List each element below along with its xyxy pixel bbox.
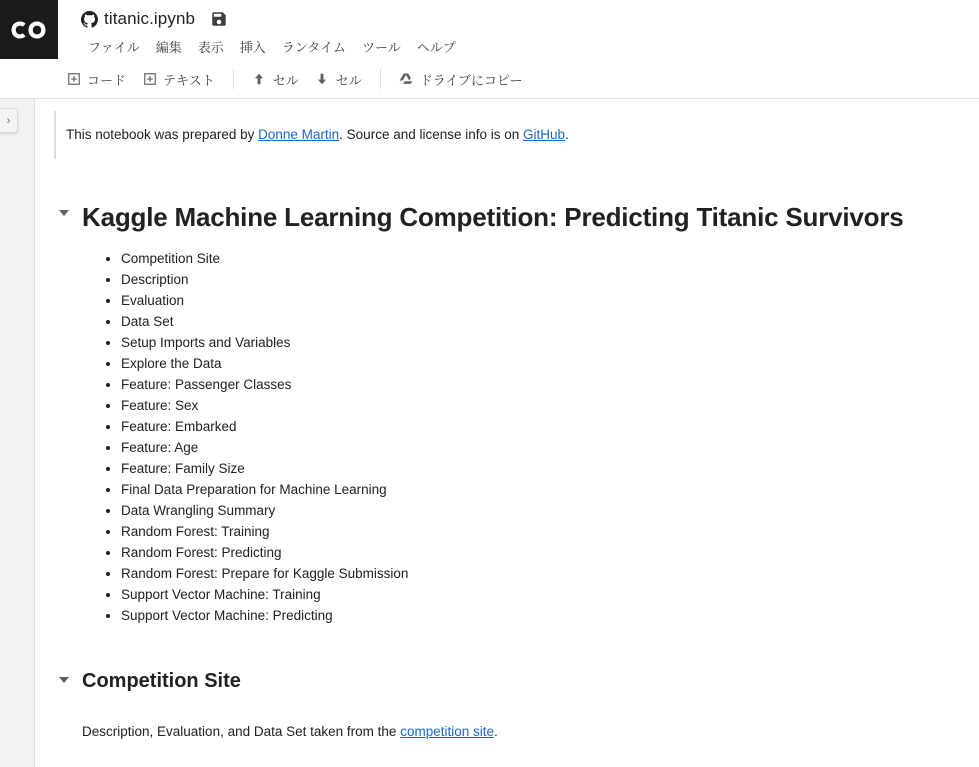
chevron-right-icon: › [6, 114, 11, 127]
notebook-notice-cell [54, 111, 979, 159]
arrow-up-icon [252, 72, 267, 87]
colab-logo[interactable] [0, 0, 58, 59]
list-item[interactable]: • Feature: Embarked [121, 416, 979, 437]
notice-author-link[interactable]: Donne Martin [258, 127, 340, 142]
spacer-1 [35, 159, 979, 201]
left-sidebar [0, 99, 35, 767]
menu-runtime[interactable]: ランタイム [281, 40, 347, 55]
list-item[interactable]: • Data Set [121, 311, 979, 332]
workspace [0, 99, 979, 767]
notebook-title[interactable]: titanic.ipynb [104, 9, 196, 28]
move-cell-up-label: セル [272, 72, 299, 88]
add-code-cell-button[interactable] [58, 66, 134, 93]
spacer-2 [35, 626, 979, 668]
github-icon [80, 10, 98, 28]
collapse-triangle-icon[interactable] [59, 210, 69, 216]
move-cell-down-button[interactable] [307, 66, 370, 93]
collapse-triangle-icon[interactable] [59, 677, 69, 683]
notebook-scroll-area[interactable] [35, 99, 979, 767]
list-item[interactable]: • Explore the Data [121, 353, 979, 374]
heading-cell-main[interactable] [54, 201, 979, 626]
list-item[interactable]: • Data Wrangling Summary [121, 500, 979, 521]
add-text-icon [142, 72, 157, 87]
competition-site-link[interactable]: competition site [400, 723, 494, 739]
list-item[interactable]: • Feature: Age [121, 437, 979, 458]
list-item[interactable]: • Competition Site [121, 248, 979, 269]
list-item[interactable]: • Feature: Family Size [121, 458, 979, 479]
section-heading: Competition Site [82, 669, 241, 692]
app-header [0, 0, 979, 60]
list-item[interactable]: • Evaluation [121, 290, 979, 311]
drive-icon [399, 72, 414, 87]
page-title: Kaggle Machine Learning Competition: Predicting Titanic Survivors [82, 202, 904, 233]
notice-suffix: . [565, 127, 569, 142]
heading-cell-competition-site[interactable] [54, 668, 979, 694]
copy-to-drive-button[interactable] [391, 66, 531, 93]
list-item[interactable]: • Support Vector Machine: Predicting [121, 605, 979, 626]
notebook-title-row [80, 6, 229, 32]
paragraph-suffix: . [493, 723, 498, 739]
list-item[interactable]: • Feature: Passenger Classes [121, 374, 979, 395]
menu-file[interactable]: ファイル [88, 40, 140, 55]
add-text-cell-button[interactable] [134, 66, 223, 93]
list-item[interactable]: • Random Forest: Predicting [121, 542, 979, 563]
list-item[interactable]: • Random Forest: Prepare for Kaggle Submission [121, 563, 979, 584]
copy-to-drive-label: ドライブにコピー [419, 72, 523, 88]
add-code-cell-label: コード [87, 72, 127, 88]
list-item[interactable]: • Support Vector Machine: Training [121, 584, 979, 605]
menu-bar [80, 34, 464, 59]
move-cell-down-label: セル [335, 72, 362, 88]
paragraph-prefix: Description, Evaluation, and Data Set taken from the [82, 723, 401, 739]
list-item[interactable]: • Description [121, 269, 979, 290]
toolbar-divider-1 [233, 69, 234, 89]
arrow-down-icon [315, 72, 330, 87]
list-item[interactable]: • Setup Imports and Variables [121, 332, 979, 353]
notice-prefix: This notebook was prepared by [66, 127, 259, 142]
text-cell-competition-site[interactable] [54, 722, 979, 742]
menu-edit[interactable]: 編集 [155, 40, 182, 55]
menu-insert[interactable]: 挿入 [239, 40, 266, 55]
menu-help[interactable]: ヘルプ [416, 40, 456, 55]
section-paragraph [54, 722, 979, 742]
notice-middle: . Source and license info is on [339, 127, 524, 142]
menu-tools[interactable]: ツール [362, 40, 401, 55]
menu-view[interactable]: 表示 [197, 40, 224, 55]
move-cell-up-button[interactable] [244, 66, 307, 93]
list-item[interactable]: • Feature: Sex [121, 395, 979, 416]
sidebar-expand-button[interactable] [0, 108, 18, 133]
list-item[interactable]: • Random Forest: Training [121, 521, 979, 542]
list-item[interactable]: • Final Data Preparation for Machine Learning [121, 479, 979, 500]
table-of-contents [54, 248, 979, 626]
spacer-3 [35, 694, 979, 722]
notebook-toolbar [0, 60, 979, 99]
add-code-icon [66, 72, 81, 87]
save-to-drive-icon[interactable] [209, 9, 229, 29]
add-text-cell-label: テキスト [163, 72, 215, 88]
toolbar-divider-2 [380, 69, 381, 89]
notice-github-link[interactable]: GitHub [523, 127, 566, 142]
